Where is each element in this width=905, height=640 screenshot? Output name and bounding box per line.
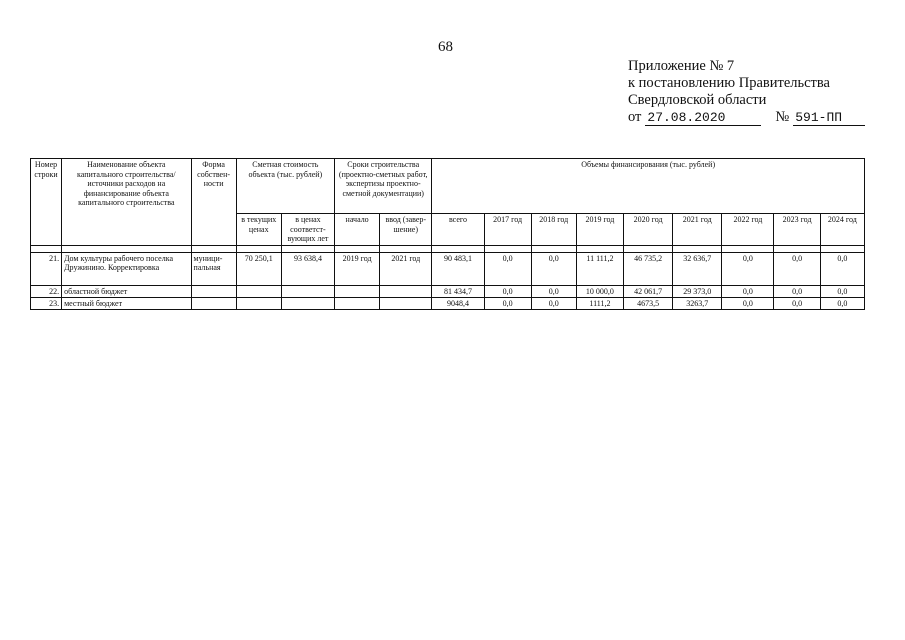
year-cell: 0,0 bbox=[774, 252, 820, 285]
year-cell: 0,0 bbox=[484, 252, 531, 285]
year-cell: 0,0 bbox=[484, 285, 531, 297]
object-name: местный бюджет bbox=[62, 297, 191, 309]
header-row-main bbox=[31, 159, 865, 214]
table-row bbox=[31, 297, 865, 309]
header-year: 2021 год bbox=[673, 214, 722, 246]
year-cell: 46 735,2 bbox=[624, 252, 673, 285]
annex-title: Приложение № 7 bbox=[628, 58, 735, 74]
annex-date-number-line bbox=[628, 109, 865, 126]
financing-table bbox=[30, 158, 865, 310]
page-number: 68 bbox=[438, 39, 453, 55]
ownership: муници-пальная bbox=[191, 252, 236, 285]
term-start bbox=[335, 297, 380, 309]
header-financing: Объемы финансирования (тыс. рублей) bbox=[432, 159, 865, 214]
header-total: всего bbox=[432, 214, 484, 246]
term-end bbox=[380, 285, 432, 297]
table-row bbox=[31, 252, 865, 285]
annex-header bbox=[628, 58, 865, 126]
cost-relevant: 93 638,4 bbox=[281, 252, 334, 285]
year-cell: 4673,5 bbox=[624, 297, 673, 309]
year-cell: 0,0 bbox=[531, 297, 576, 309]
total-cell: 81 434,7 bbox=[432, 285, 484, 297]
year-cell: 0,0 bbox=[531, 285, 576, 297]
object-name: областной бюджет bbox=[62, 285, 191, 297]
table-row bbox=[31, 285, 865, 297]
object-name: Дом культуры рабочего поселка Дружинино. Корректировка bbox=[62, 252, 191, 285]
year-cell: 0,0 bbox=[484, 297, 531, 309]
ownership bbox=[191, 285, 236, 297]
header-term-end: ввод (завер-шение) bbox=[380, 214, 432, 246]
header-estimated-cost: Сметная стоимость объекта (тыс. рублей) bbox=[236, 159, 334, 214]
cost-relevant bbox=[281, 285, 334, 297]
date-prefix: от bbox=[628, 109, 642, 125]
year-cell: 3263,7 bbox=[673, 297, 722, 309]
cost-relevant bbox=[281, 297, 334, 309]
year-cell: 42 061,7 bbox=[624, 285, 673, 297]
total-cell: 90 483,1 bbox=[432, 252, 484, 285]
year-cell: 0,0 bbox=[820, 252, 864, 285]
header-year: 2022 год bbox=[722, 214, 774, 246]
year-cell: 0,0 bbox=[820, 285, 864, 297]
ownership bbox=[191, 297, 236, 309]
header-construction-terms: Сроки строительства (проектно-сметных работ, экспертизы проектно-сметной документации) bbox=[335, 159, 432, 214]
row-number: 22. bbox=[31, 285, 62, 297]
header-year: 2020 год bbox=[624, 214, 673, 246]
year-cell: 32 636,7 bbox=[673, 252, 722, 285]
header-year: 2024 год bbox=[820, 214, 864, 246]
row-number: 21. bbox=[31, 252, 62, 285]
annex-resolution-line: к постановлению Правительства bbox=[628, 75, 830, 91]
year-cell: 29 373,0 bbox=[673, 285, 722, 297]
header-term-start: начало bbox=[335, 214, 380, 246]
resolution-number: 591-ПП bbox=[793, 111, 865, 126]
year-cell: 0,0 bbox=[774, 297, 820, 309]
year-cell: 0,0 bbox=[774, 285, 820, 297]
year-cell: 0,0 bbox=[531, 252, 576, 285]
number-prefix: № bbox=[775, 109, 790, 125]
term-start: 2019 год bbox=[335, 252, 380, 285]
year-cell: 0,0 bbox=[722, 297, 774, 309]
term-start bbox=[335, 285, 380, 297]
year-cell: 0,0 bbox=[722, 285, 774, 297]
year-cell: 11 111,2 bbox=[576, 252, 623, 285]
resolution-date: 27.08.2020 bbox=[645, 111, 761, 126]
header-year: 2017 год bbox=[484, 214, 531, 246]
year-cell: 0,0 bbox=[722, 252, 774, 285]
header-year: 2018 год bbox=[531, 214, 576, 246]
term-end: 2021 год bbox=[380, 252, 432, 285]
cost-current: 70 250,1 bbox=[236, 252, 281, 285]
spacer-row bbox=[31, 245, 865, 252]
header-row-number: Номер строки bbox=[31, 159, 62, 246]
header-year: 2019 год bbox=[576, 214, 623, 246]
year-cell: 1111,2 bbox=[576, 297, 623, 309]
year-cell: 10 000,0 bbox=[576, 285, 623, 297]
annex-region-line: Свердловской области bbox=[628, 92, 767, 108]
header-cost-relevant: в ценах соответст-вующих лет bbox=[281, 214, 334, 246]
year-cell: 0,0 bbox=[820, 297, 864, 309]
header-object-name: Наименование объекта капитального строительства/ источники расходов на финансирование объекта капитального строительства bbox=[62, 159, 191, 246]
cost-current bbox=[236, 297, 281, 309]
total-cell: 9048,4 bbox=[432, 297, 484, 309]
term-end bbox=[380, 297, 432, 309]
header-cost-current: в текущих ценах bbox=[236, 214, 281, 246]
header-year: 2023 год bbox=[774, 214, 820, 246]
row-number: 23. bbox=[31, 297, 62, 309]
header-ownership: Форма собствен-ности bbox=[191, 159, 236, 246]
cost-current bbox=[236, 285, 281, 297]
